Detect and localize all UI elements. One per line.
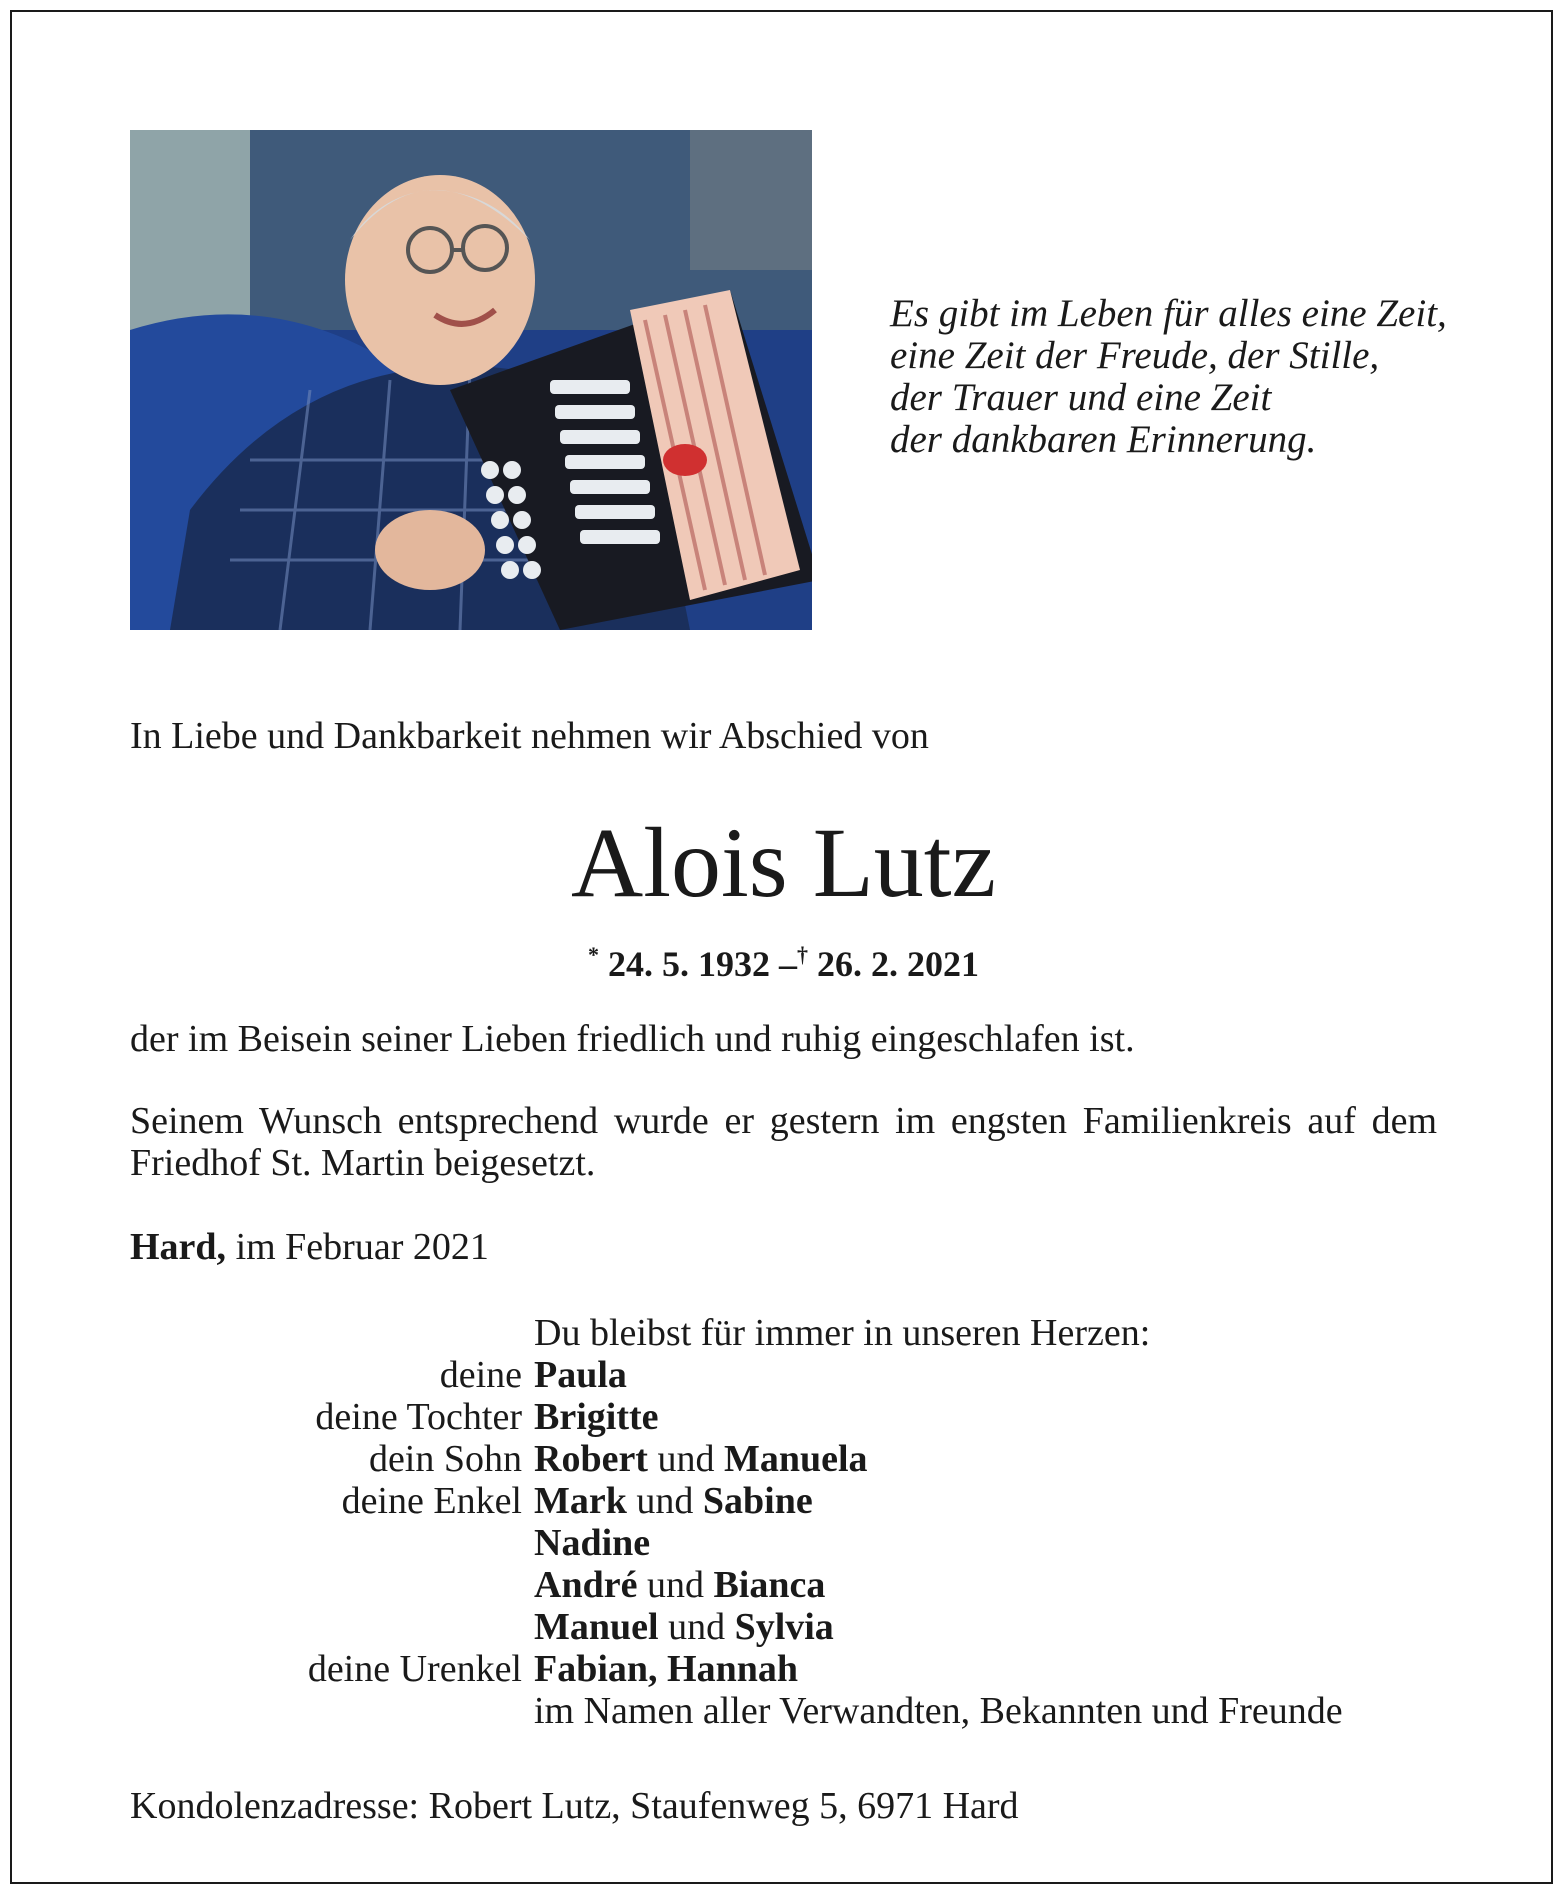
family-and: und — [646, 1564, 704, 1606]
family-name: Paula — [534, 1354, 627, 1396]
deceased-name: Alois Lutz — [571, 807, 996, 918]
death-symbol: † — [797, 942, 808, 967]
family-name: Nadine — [534, 1522, 651, 1564]
family-row — [130, 1606, 1450, 1648]
family-relation: deine Enkel — [341, 1480, 522, 1522]
family-row — [130, 1648, 1450, 1690]
family-row — [130, 1396, 1450, 1438]
family-and: und — [668, 1606, 726, 1648]
family-name: Robert — [534, 1438, 648, 1480]
family-intro: Du bleibst für immer in unseren Herzen: — [534, 1312, 1151, 1354]
family-name: Sylvia — [734, 1606, 834, 1648]
family-relation: deine Urenkel — [307, 1648, 522, 1690]
date-separator: – — [779, 944, 797, 984]
quote-line: der dankbaren Erinnerung. — [890, 418, 1317, 461]
family-row — [130, 1564, 1450, 1606]
family-closing-row — [130, 1690, 1450, 1732]
family-relation: dein Sohn — [368, 1438, 522, 1480]
intro-text: In Liebe und Dankbarkeit nehmen wir Abschied von — [130, 715, 929, 757]
family-name: Manuel — [534, 1606, 659, 1648]
family-intro-row — [130, 1312, 1450, 1354]
family-relation — [130, 1522, 534, 1564]
family-and: und — [636, 1480, 694, 1522]
life-dates — [0, 933, 1567, 986]
family-relation — [130, 1606, 534, 1648]
quote-line: eine Zeit der Freude, der Stille, — [890, 334, 1380, 377]
family-closing: im Namen aller Verwandten, Bekannten und Freunde — [534, 1690, 1343, 1732]
death-date: 26. 2. 2021 — [817, 944, 979, 984]
date: im Februar 2021 — [235, 1226, 489, 1268]
family-relation — [130, 1564, 534, 1606]
portrait-photo — [130, 130, 812, 630]
quote-line: Es gibt im Leben für alles eine Zeit, — [890, 292, 1447, 335]
family-and: und — [657, 1438, 715, 1480]
family-list — [130, 1312, 1450, 1732]
family-name: Manuela — [723, 1438, 868, 1480]
family-name: André — [534, 1564, 638, 1606]
family-name: Sabine — [702, 1480, 813, 1522]
family-name: Mark — [534, 1480, 627, 1522]
family-row — [130, 1522, 1450, 1564]
quote — [890, 293, 1490, 461]
condolence-address: Kondolenzadresse: Robert Lutz, Staufenweg 5, 6971 Hard — [130, 1785, 1019, 1827]
family-name: Brigitte — [534, 1396, 659, 1438]
burial-paragraph: Seinem Wunsch entsprechend wurde er gestern im engsten Familienkreis auf dem Friedhof St. Martin beigesetzt. — [130, 1100, 1437, 1184]
birth-date: 24. 5. 1932 — [608, 944, 770, 984]
family-name: Bianca — [713, 1564, 826, 1606]
family-row — [130, 1438, 1450, 1480]
family-relation: deine — [439, 1354, 522, 1396]
family-relation: deine Tochter — [315, 1396, 522, 1438]
family-name: Fabian, Hannah — [534, 1648, 798, 1690]
place: Hard, — [130, 1226, 227, 1268]
peaceful-line: der im Beisein seiner Lieben friedlich und ruhig eingeschlafen ist. — [130, 1018, 1135, 1060]
family-row — [130, 1354, 1450, 1396]
birth-symbol: * — [588, 942, 599, 967]
quote-line: der Trauer und eine Zeit — [890, 376, 1272, 419]
place-date — [130, 1226, 489, 1268]
family-row — [130, 1480, 1450, 1522]
portrait-photo-icon — [130, 130, 812, 630]
